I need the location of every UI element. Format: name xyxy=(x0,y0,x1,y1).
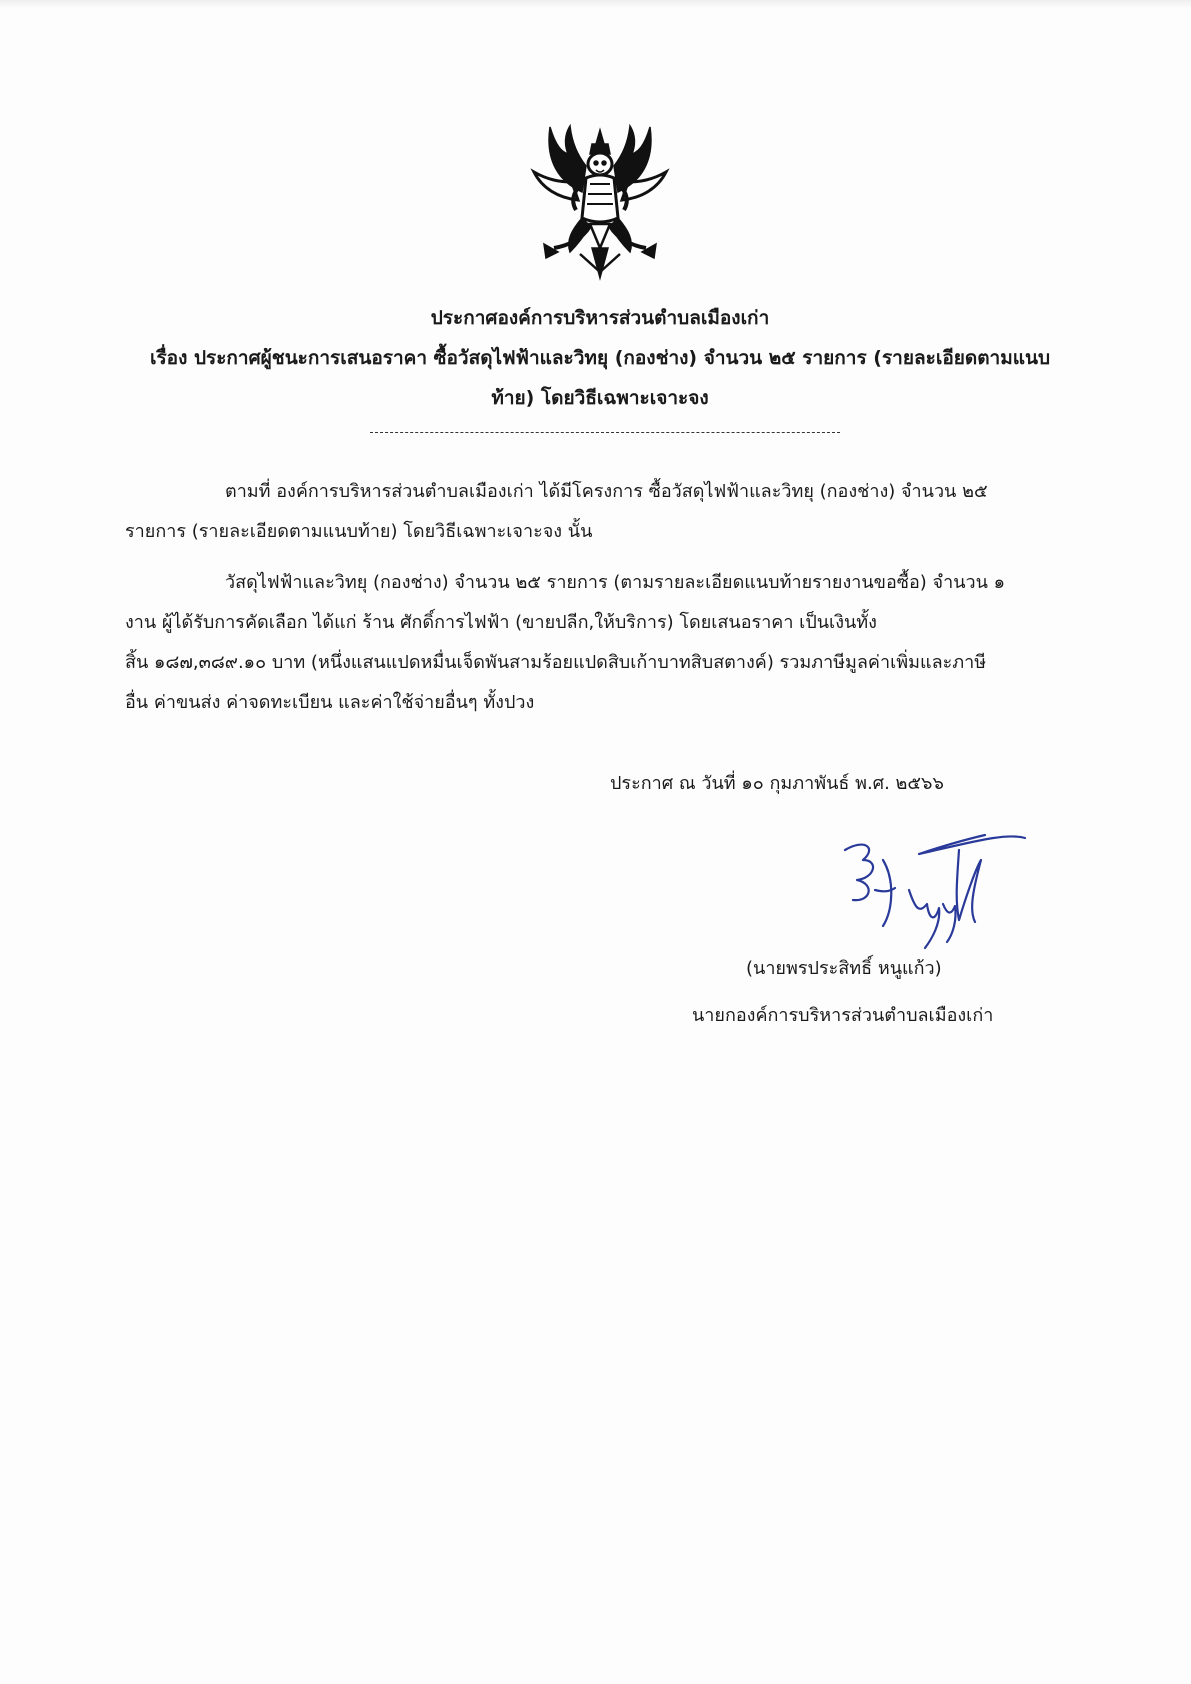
announcement-title xyxy=(100,298,1100,418)
paragraph-1-line-1: ตามที่ องค์การบริหารส่วนตำบลเมืองเก่า ได้มีโครงการ ซื้อวัสดุไฟฟ้าและวิทยุ (กองช่าง) จำนวน ๒๕ xyxy=(225,481,988,502)
title-divider xyxy=(370,432,840,433)
handwritten-signature-icon xyxy=(835,830,1035,960)
paragraph-2-line-1: วัสดุไฟฟ้าและวิทยุ (กองช่าง) จำนวน ๒๕ รายการ (ตามรายละเอียดแนบท้ายรายงานขอซื้อ) จำนวน ๑ xyxy=(225,572,1006,593)
paragraph-2 xyxy=(125,563,1065,723)
paragraph-2-line-4: อื่น ค่าขนส่ง ค่าจดทะเบียน และค่าใช้จ่ายอื่นๆ ทั้งปวง xyxy=(125,692,535,713)
paragraph-2-line-2: งาน ผู้ได้รับการคัดเลือก ได้แก่ ร้าน ศักดิ์การไฟฟ้า (ขายปลีก,ให้บริการ) โดยเสนอราคา เป็นเงินทั้ง xyxy=(125,612,877,633)
announce-date: ประกาศ ณ วันที่ ๑๐ กุมภาพันธ์ พ.ศ. ๒๕๖๖ xyxy=(610,773,944,794)
signer-name: (นายพรประสิทธิ์ หนูแก้ว) xyxy=(746,958,942,979)
paragraph-1 xyxy=(125,472,1065,552)
title-line-3: ท้าย) โดยวิธีเฉพาะเจาะจง xyxy=(491,387,709,409)
title-line-1: ประกาศองค์การบริหารส่วนตำบลเมืองเก่า xyxy=(430,307,770,329)
garuda-emblem-icon xyxy=(520,122,680,282)
scan-edge xyxy=(0,0,1191,8)
paragraph-2-line-3: สิ้น ๑๘๗,๓๘๙.๑๐ บาท (หนึ่งแสนแปดหมื่นเจ็ดพันสามร้อยแปดสิบเก้าบาทสิบสตางค์) รวมภาษีมูลค่าเพิ่มและภาษี xyxy=(125,652,987,673)
title-line-2: เรื่อง ประกาศผู้ชนะการเสนอราคา ซื้อวัสดุไฟฟ้าและวิทยุ (กองช่าง) จำนวน ๒๕ รายการ (รายละเอียดตามแนบ xyxy=(149,347,1051,369)
signer-position: นายกองค์การบริหารส่วนตำบลเมืองเก่า xyxy=(692,1005,994,1026)
paragraph-1-line-2: รายการ (รายละเอียดตามแนบท้าย) โดยวิธีเฉพาะเจาะจง นั้น xyxy=(125,521,593,542)
